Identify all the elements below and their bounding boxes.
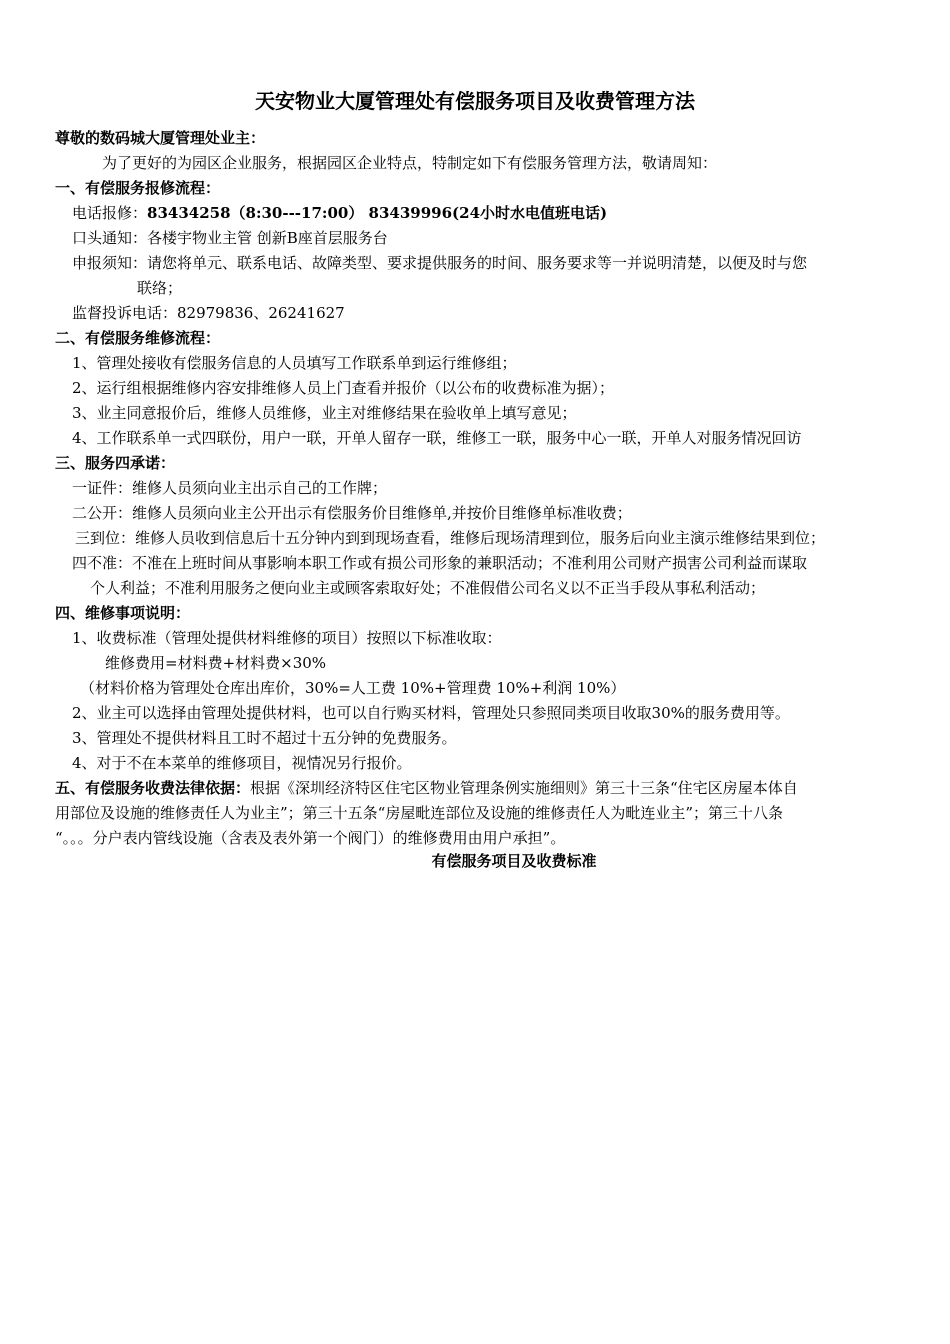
verbal-notice-line: 口头通知：各楼宇物业主管 创新B座首层服务台 [72, 229, 388, 247]
report-notice-line: 申报须知：请您将单元、联系电话、故障类型、要求提供服务的时间、服务要求等一并说明清楚，以便及时与您 [72, 254, 808, 272]
table-title: 有偿服务项目及收费标准 [431, 852, 597, 870]
s4-item: 4、对于不在本菜单的维修项目，视情况另行报价。 [72, 754, 412, 772]
section-5-line-3: “。。。分户表内管线设施（含表及表外第一个阀门）的维修费用由用户承担”。 [55, 829, 566, 847]
greeting: 尊敬的数码城大厦管理处业主： [55, 129, 266, 147]
s2-item: 2、运行组根据维修内容安排维修人员上门查看并报价（以公布的收费标准为据）； [72, 379, 615, 397]
section-5-line-1 [55, 778, 798, 798]
section-5-text: 根据《深圳经济特区住宅区物业管理条例实施细则》第三十三条“住宅区房屋本体自 [250, 779, 798, 797]
section-5-heading: 五、有偿服务收费法律依据： [55, 779, 251, 797]
s3-item: 一证件：维修人员须向业主出示自己的工作牌； [72, 479, 388, 497]
phone-repair-label: 电话报修： [72, 204, 148, 222]
s4-item: 3、管理处不提供材料且工时不超过十五分钟的免费服务。 [72, 729, 457, 747]
fee-formula-note: （材料价格为管理处仓库出库价，30%=人工费 10%+管理费 10%+利润 10%） [80, 679, 626, 697]
phone-repair-line [72, 203, 607, 223]
section-3-heading: 三、服务四承诺： [55, 454, 176, 472]
fee-formula: 维修费用=材料费+材料费×30% [105, 654, 327, 672]
s2-item: 4、工作联系单一式四联份，用户一联，开单人留存一联，维修工一联，服务中心一联，开单人对服务情况回访 [72, 429, 802, 447]
s4-item: 2、业主可以选择由管理处提供材料，也可以自行购买材料，管理处只参照同类项目收取30%的服务费用等。 [72, 704, 790, 722]
section-4-heading: 四、维修事项说明： [55, 604, 191, 622]
section-5-line-2: 用部位及设施的维修责任人为业主”；第三十五条“房屋毗连部位及设施的维修责任人为毗连业主”；第三十八条 [55, 804, 784, 822]
s3-item: 二公开：维修人员须向业主公开出示有偿服务价目维修单,并按价目维修单标准收费； [72, 504, 632, 522]
s2-item: 1、管理处接收有偿服务信息的人员填写工作联系单到运行维修组； [72, 354, 517, 372]
s3-item-cont: 个人利益；不准利用服务之便向业主或顾客索取好处；不准假借公司名义以不正当手段从事私利活动； [90, 579, 766, 597]
complaint-phone-line: 监督投诉电话：82979836、26241627 [72, 304, 345, 322]
document-title: 天安物业大厦管理处有偿服务项目及收费管理方法 [255, 89, 695, 113]
s2-item: 3、业主同意报价后，维修人员维修，业主对维修结果在验收单上填写意见； [72, 404, 577, 422]
report-notice-cont: 联络； [137, 279, 183, 297]
intro-paragraph: 为了更好的为园区企业服务，根据园区企业特点，特制定如下有偿服务管理方法，敬请周知： [102, 154, 718, 172]
s3-item: 四不准：不准在上班时间从事影响本职工作或有损公司形象的兼职活动；不准利用公司财产损害公司利益而谋取 [72, 554, 808, 572]
s4-item: 1、收费标准（管理处提供材料维修的项目）按照以下标准收取： [72, 629, 502, 647]
phone-repair-value: 83434258（8:30---17:00） 83439996(24小时水电值班电话) [147, 204, 608, 222]
s3-item: 三到位：维修人员收到信息后十五分钟内到到现场查看，维修后现场清理到位，服务后向业主演示维修结果到位； [75, 529, 826, 547]
section-2-heading: 二、有偿服务维修流程： [55, 329, 221, 347]
section-1-heading: 一、有偿服务报修流程： [55, 179, 221, 197]
